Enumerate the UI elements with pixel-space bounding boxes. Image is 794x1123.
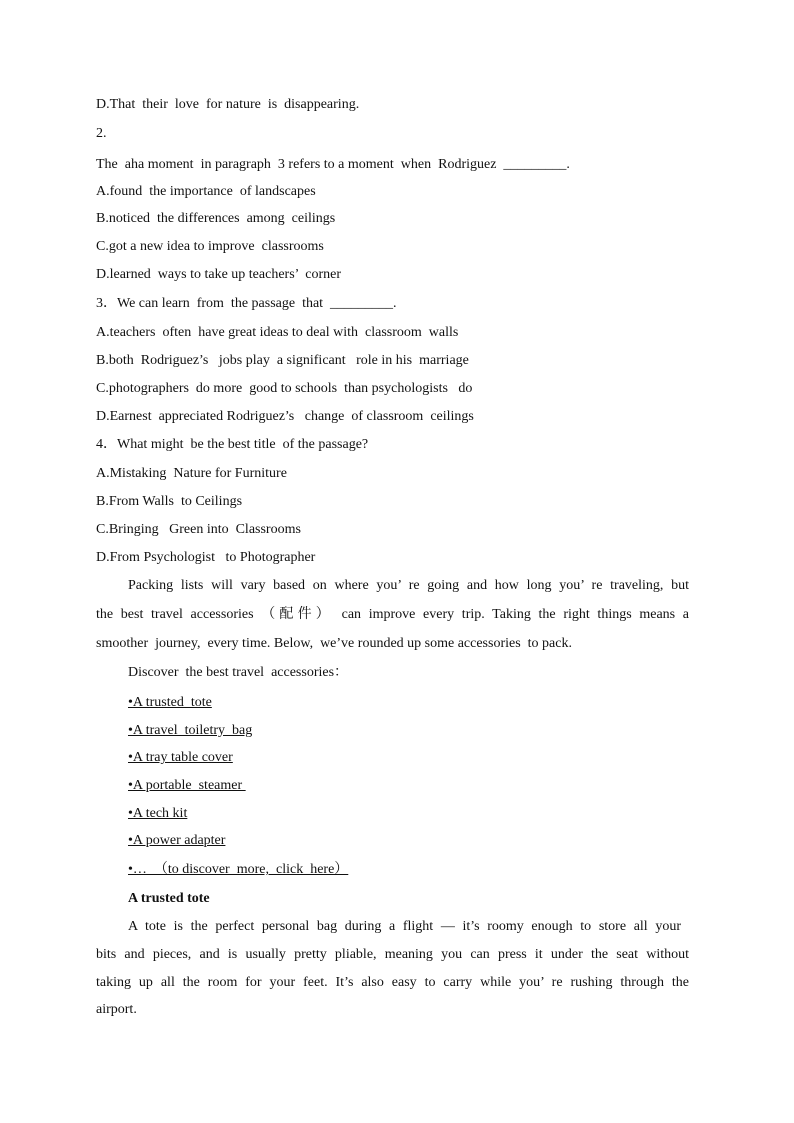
- q3-option-b: B.both Rodriguez’s jobs play a significant role in his marriage: [96, 353, 469, 368]
- q2-option-a: A.found the importance of landscapes: [96, 184, 316, 199]
- link-toiletry-bag[interactable]: •A travel toiletry bag: [128, 723, 253, 738]
- section-title: A trusted tote: [128, 891, 210, 906]
- q3-stem: 3．We can learn from the passage that _________.: [96, 296, 397, 311]
- tote-line: taking up all the room for your feet. It’s also easy to carry while you’ re rushing through the: [96, 975, 689, 990]
- link-tray-table-cover[interactable]: •A tray table cover: [128, 750, 233, 765]
- q4-option-d: D.From Psychologist to Photographer: [96, 550, 316, 565]
- q2-option-c: C.got a new idea to improve classrooms: [96, 239, 324, 254]
- q4-option-b: B.From Walls to Ceilings: [96, 494, 243, 509]
- q2-number: 2.: [96, 126, 107, 141]
- intro-line: Packing lists will vary based on where you’ re going and how long you’ re traveling, but: [128, 578, 689, 593]
- link-power-adapter[interactable]: •A power adapter: [128, 833, 226, 848]
- q4-stem: 4．What might be the best title of the passage?: [96, 437, 369, 452]
- q4-option-c: C.Bringing Green into Classrooms: [96, 522, 301, 537]
- q4-option-a: A.Mistaking Nature for Furniture: [96, 466, 287, 481]
- q2-option-d: D.learned ways to take up teachers’ corner: [96, 267, 342, 282]
- intro-line: smoother journey, every time. Below, we’ve rounded up some accessories to pack.: [96, 636, 572, 651]
- q2-stem: The aha moment in paragraph 3 refers to a moment when Rodriguez _________.: [96, 157, 570, 172]
- discover-text: Discover the best travel accessories：: [128, 665, 349, 680]
- q3-option-a: A.teachers often have great ideas to deal with classroom walls: [96, 325, 459, 340]
- q2-option-b: B.noticed the differences among ceilings: [96, 211, 336, 226]
- q3-option-c: C.photographers do more good to schools than psychologists do: [96, 381, 473, 396]
- link-trusted-tote[interactable]: •A trusted tote: [128, 695, 212, 710]
- intro-line: the best travel accessories （配件） can improve every trip. Taking the right things means a: [96, 607, 689, 622]
- q1-option-d: D.That their love for nature is disappearing.: [96, 97, 360, 112]
- link-tech-kit[interactable]: •A tech kit: [128, 806, 188, 821]
- link-portable-steamer[interactable]: •A portable steamer: [128, 778, 246, 793]
- tote-line: airport.: [96, 1002, 137, 1017]
- tote-line: A tote is the perfect personal bag during a flight — it’s roomy enough to store all your: [128, 919, 681, 934]
- link-discover-more[interactable]: •… （to discover more, click here）: [128, 862, 349, 877]
- q3-option-d: D.Earnest appreciated Rodriguez’s change of classroom ceilings: [96, 409, 474, 424]
- tote-line: bits and pieces, and is usually pretty pliable, meaning you can press it under the seat without: [96, 947, 689, 962]
